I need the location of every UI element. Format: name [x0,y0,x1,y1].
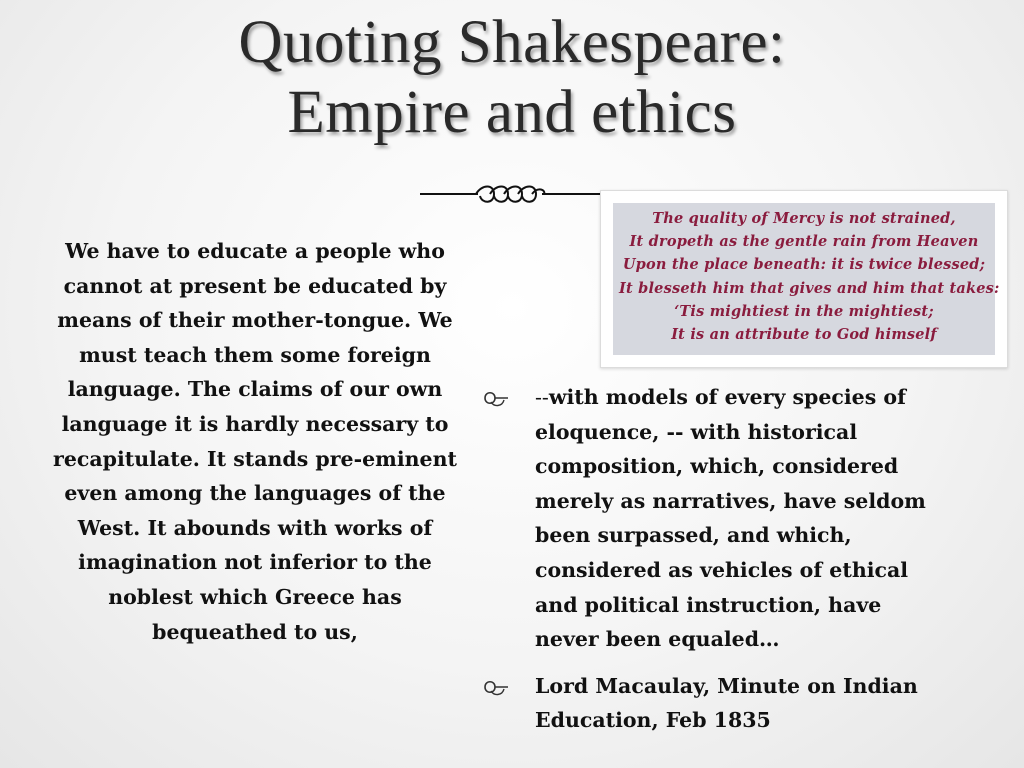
title-line-1: Quoting Shakespeare: [238,9,786,76]
mercy-quote-image [600,190,1008,368]
slide-title [0,8,1024,148]
macaulay-quote-text: We have to educate a people who cannot at present be educated by means of their mother-tongue. We must teach them some foreign language. The claims of our own language it is hardly necessary to recapitulate. It stands pre-eminent even among the languages of the West. It abounds with works of imagination not inferior to the noblest which Greece has bequeathed to us, [53,239,457,644]
bullet-text: Lord Macaulay, Minute on Indian Education, Feb 1835 [535,673,918,733]
mercy-line-6: It is an attribute to God himself [671,326,937,344]
title-line-2: Empire and ethics [287,79,737,146]
scroll-divider-icon [420,180,600,208]
curl-bullet-icon [482,676,510,698]
bullet-text: with models of every species of eloquence, -- with historical composition, which, considered merely as narratives, have seldom been surpassed, and which, considered as vehicles of ethical and political instruction, have never been equaled… [535,385,926,652]
mercy-line-1: The quality of Mercy is not strained, [652,210,956,227]
mercy-line-2: It dropeth as the gentle rain from Heaven [629,233,979,251]
bullet-list [482,380,952,738]
mercy-line-4: It blesseth him that gives and him that takes: [619,279,1000,297]
curl-bullet-icon [482,387,510,409]
mercy-quote-panel [613,203,1000,355]
bullet-item-citation [482,669,952,738]
mercy-line-5: ‘Tis mightiest in the mightiest; [674,302,934,320]
bullet-prefix: -- [535,385,549,409]
bullet-item-eloquence [482,380,952,657]
mercy-line-3: Upon the place beneath: it is twice blessed; [622,256,986,274]
